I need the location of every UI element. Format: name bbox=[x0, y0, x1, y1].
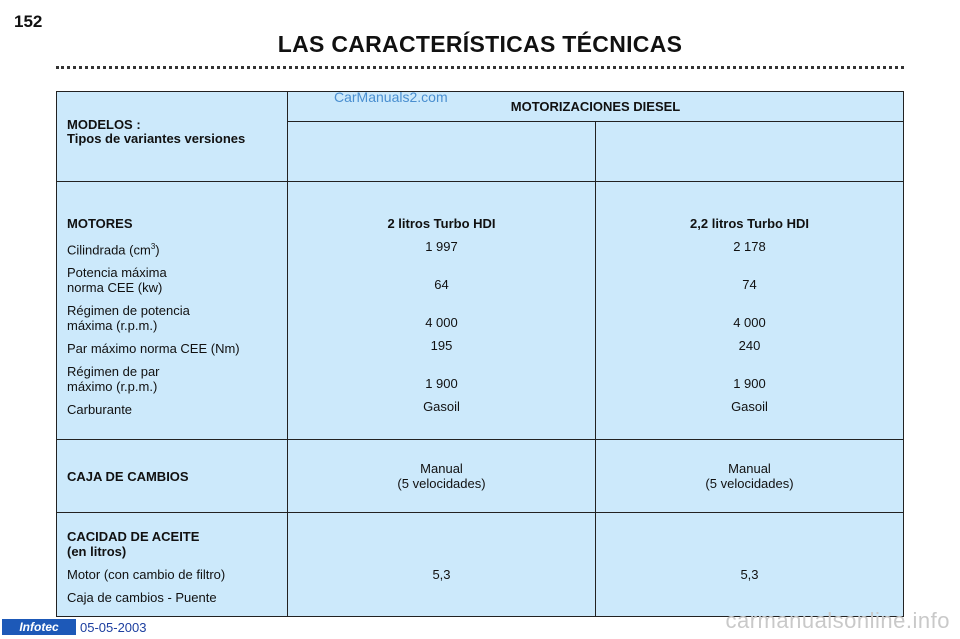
carburante-value-2: Gasoil bbox=[731, 399, 768, 414]
gearbox-speeds-1: (5 velocidades) bbox=[397, 476, 486, 491]
potencia-value-2: 74 bbox=[742, 277, 757, 292]
oil-labels-cell bbox=[57, 513, 288, 617]
cilindrada-value-2: 2 178 bbox=[733, 239, 766, 254]
watermark-link[interactable]: CarManuals2.com bbox=[334, 89, 448, 105]
page-title: LAS CARACTERÍSTICAS TÉCNICAS bbox=[277, 31, 683, 57]
gearbox-speeds-2: (5 velocidades) bbox=[705, 476, 794, 491]
gearbox-type-1: Manual bbox=[420, 461, 463, 476]
footer-site-watermark: carmanualsonline.info bbox=[725, 608, 950, 633]
gearbox-cell-2 bbox=[596, 440, 904, 513]
dotted-divider bbox=[56, 66, 904, 69]
engine-labels-cell bbox=[57, 182, 288, 440]
regimen-par-value-1: 1 900 bbox=[425, 376, 458, 391]
page-number: 152 bbox=[14, 12, 43, 31]
regimen-potencia-value-2: 4 000 bbox=[733, 315, 766, 330]
oil-motor-value-1: 5,3 bbox=[432, 567, 451, 582]
engine-22l-cell bbox=[596, 182, 904, 440]
par-label: Par máximo norma CEE (Nm) bbox=[67, 341, 240, 357]
oil-motor-label: Motor (con cambio de filtro) bbox=[67, 567, 226, 582]
engine-2l-name: 2 litros Turbo HDI bbox=[387, 216, 496, 231]
diesel-engines-label: MOTORIZACIONES DIESEL bbox=[510, 99, 681, 114]
engine-2l-cell bbox=[288, 182, 596, 440]
regimen-potencia-value-1: 4 000 bbox=[425, 315, 458, 330]
gearbox-label: CAJA DE CAMBIOS bbox=[67, 468, 189, 484]
engine-22l-name: 2,2 litros Turbo HDI bbox=[690, 216, 809, 231]
oil-cell-1 bbox=[288, 513, 596, 617]
empty-header-cell-1 bbox=[288, 122, 596, 182]
potencia-label-1: Potencia máxima bbox=[67, 265, 167, 281]
models-header-cell bbox=[57, 92, 288, 182]
infotec-logo: Infotec bbox=[2, 619, 76, 635]
par-value-1: 195 bbox=[430, 338, 453, 353]
gearbox-type-2: Manual bbox=[728, 461, 771, 476]
models-label: MODELOS : bbox=[67, 117, 141, 132]
oil-capacity-label: CACIDAD DE ACEITE bbox=[67, 529, 200, 544]
footer-date: 05-05-2003 bbox=[80, 620, 147, 635]
regimen-potencia-label-2: máxima (r.p.m.) bbox=[67, 318, 158, 334]
oil-unit-label: (en litros) bbox=[67, 544, 127, 559]
specifications-table bbox=[56, 91, 904, 617]
potencia-value-1: 64 bbox=[434, 277, 449, 292]
regimen-potencia-label-1: Régimen de potencia bbox=[67, 303, 190, 319]
variants-label: Tipos de variantes versiones bbox=[67, 131, 246, 146]
motores-label: MOTORES bbox=[67, 216, 133, 231]
regimen-par-label-2: máximo (r.p.m.) bbox=[67, 379, 158, 395]
gearbox-cell-1 bbox=[288, 440, 596, 513]
oil-gearbox-label: Caja de cambios - Puente bbox=[67, 590, 217, 605]
par-value-2: 240 bbox=[738, 338, 761, 353]
cilindrada-label: Cilindrada $(cm^3)$ bbox=[67, 242, 160, 258]
gearbox-label-cell bbox=[57, 440, 288, 513]
cilindrada-value-1: 1 997 bbox=[425, 239, 458, 254]
regimen-par-label-1: Régimen de par bbox=[67, 364, 160, 380]
potencia-label-2: norma CEE (kw) bbox=[67, 280, 163, 296]
oil-cell-2 bbox=[596, 513, 904, 617]
empty-header-cell-2 bbox=[596, 122, 904, 182]
oil-motor-value-2: 5,3 bbox=[740, 567, 759, 582]
regimen-par-value-2: 1 900 bbox=[733, 376, 766, 391]
carburante-label: Carburante bbox=[67, 402, 133, 418]
carburante-value-1: Gasoil bbox=[423, 399, 460, 414]
